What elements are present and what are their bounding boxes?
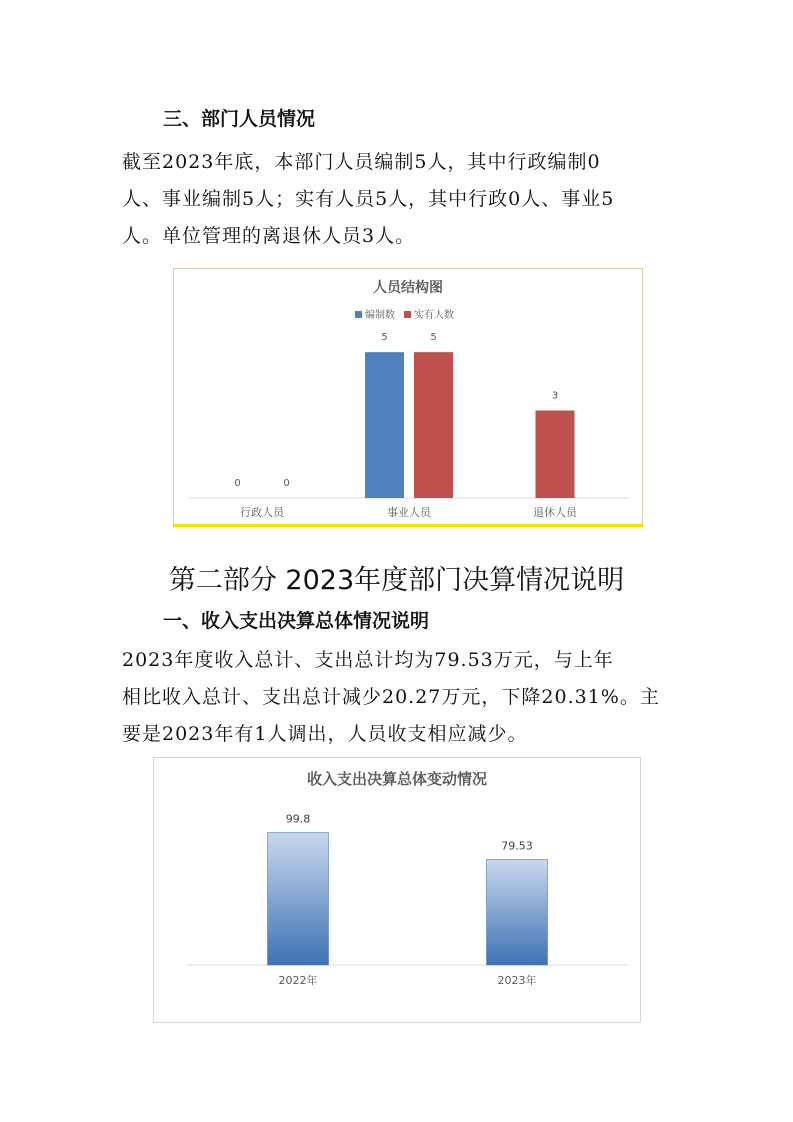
category-label: 事业人员	[387, 506, 431, 519]
income-expense-change-chart-svg	[154, 758, 640, 1022]
bar-total	[268, 833, 329, 965]
data-label: 5	[381, 332, 388, 344]
personnel-structure-chart-svg	[174, 269, 642, 525]
section-heading-income-expense: 一、收入支出决算总体情况说明	[163, 610, 430, 632]
bar-establishment	[365, 352, 404, 498]
category-label: 行政人员	[240, 506, 284, 519]
personnel-paragraph	[122, 144, 677, 255]
category-label: 2023年	[497, 974, 537, 987]
bar-total	[487, 859, 548, 965]
paragraph-line: 相比收入总计、支出总计减少20.27万元，下降20.31%。主	[122, 686, 660, 708]
paragraph-line: 要是2023年有1人调出，人员收支相应减少。	[122, 723, 528, 745]
paragraph-line: 2023年度收入总计、支出总计均为79.53万元，与上年	[122, 649, 614, 671]
bar-actual	[414, 352, 453, 498]
data-label: 0	[234, 478, 241, 489]
legend-swatch-actual	[404, 311, 411, 318]
chart-title: 人员结构图	[373, 280, 443, 296]
data-label: 79.53	[501, 839, 533, 853]
part-title: 第二部分 2023年度部门决算情况说明	[168, 565, 625, 596]
bar-actual	[536, 411, 575, 499]
category-label: 退休人员	[533, 506, 577, 519]
chart-border-accent	[173, 524, 643, 527]
legend-swatch-establishment	[355, 311, 362, 318]
legend-label-actual: 实有人数	[414, 310, 454, 321]
section-heading-personnel: 三、部门人员情况	[163, 108, 316, 130]
paragraph-line: 截至2023年底，本部门人员编制5人，其中行政编制0	[122, 151, 601, 173]
paragraph-line: 人。单位管理的离退休人员3人。	[122, 225, 416, 247]
paragraph-line: 人、事业编制5人；实有人员5人，其中行政0人、事业5	[122, 188, 615, 210]
data-label: 99.8	[285, 812, 311, 826]
category-label: 2022年	[278, 974, 318, 987]
data-label: 3	[551, 390, 559, 402]
chart-title: 收入支出决算总体变动情况	[306, 770, 488, 788]
income-expense-paragraph	[122, 642, 682, 753]
legend-label-establishment: 编制数	[365, 310, 395, 321]
data-label: 5	[430, 332, 437, 344]
data-label: 0	[283, 478, 290, 489]
personnel-structure-chart	[173, 268, 643, 526]
income-expense-change-chart	[153, 757, 641, 1023]
